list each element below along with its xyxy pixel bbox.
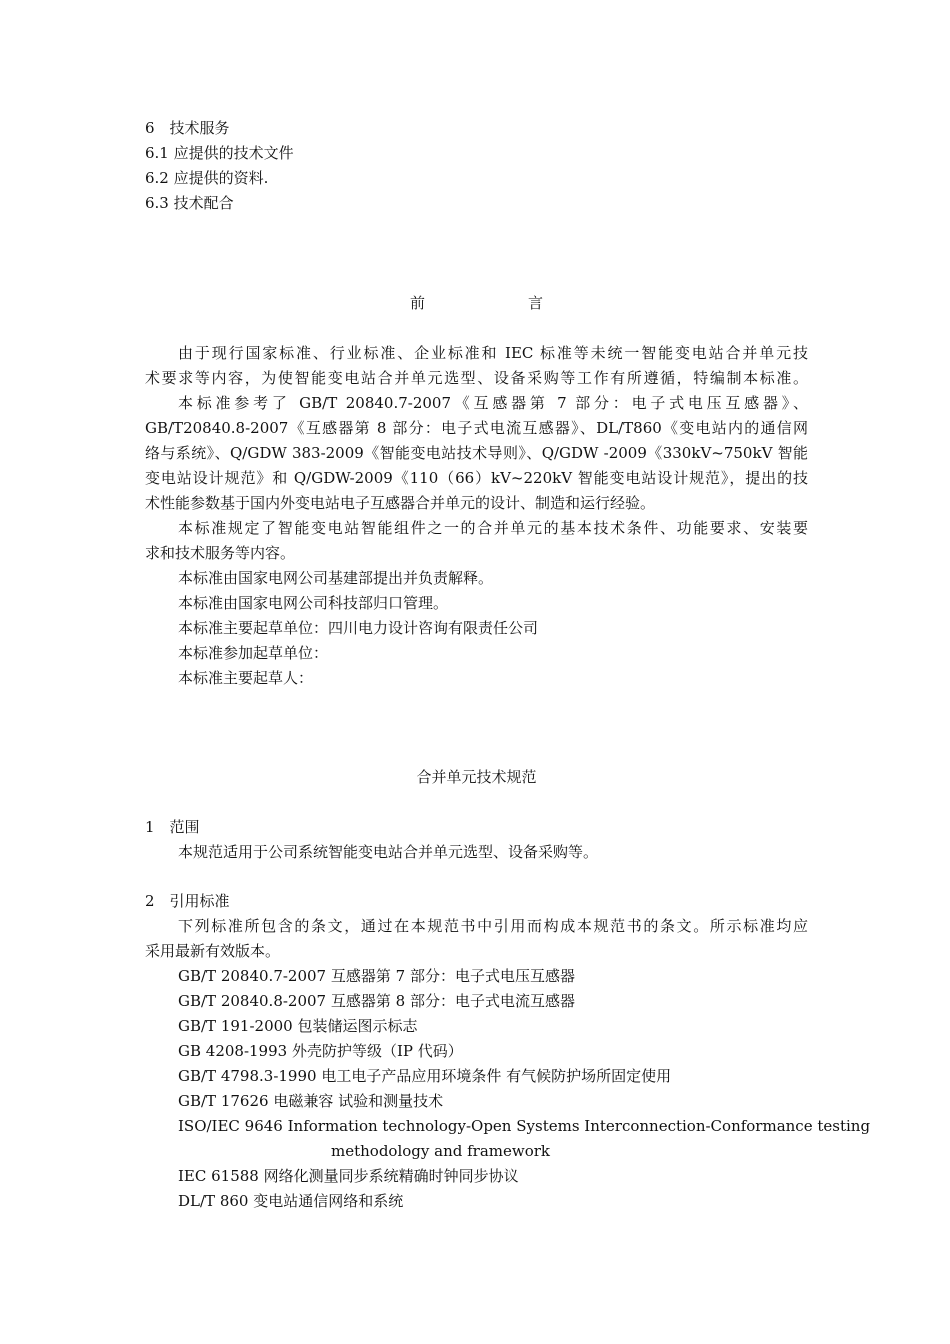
foreword-line: 变电站设计规范》和 Q/GDW-2009《110（66）kV~220kV 智能变电站设计规范》，提出的技: [145, 469, 808, 487]
foreword-line: 术性能参数基于国内外变电站电子互感器合并单元的设计、制造和运行经验。: [145, 494, 656, 512]
foreword-line: 求和技术服务等内容。: [145, 544, 296, 562]
foreword-line: 本标准由国家电网公司基建部提出并负责解释。: [178, 569, 494, 587]
foreword-line: 由于现行国家标准、行业标准、企业标准和 IEC 标准等未统一智能变电站合并单元技: [178, 344, 808, 362]
foreword-line: 本标准参考了 GB/T 20840.7-2007《互感器第 7 部分：电子式电压互感器》、: [178, 394, 808, 412]
reference-item: GB/T 17626 电磁兼容 试验和测量技术: [178, 1092, 444, 1110]
toc-item-6: 6 技术服务: [145, 119, 230, 137]
section-2-heading: 2 引用标准: [145, 892, 230, 910]
spec-title: 合并单元技术规范: [416, 768, 537, 786]
reference-item: IEC 61588 网络化测量同步系统精确时钟同步协议: [178, 1167, 519, 1185]
section-2-text: 下列标准所包含的条文，通过在本规范书中引用而构成本规范书的条文。所示标准均应: [178, 917, 808, 935]
section-2-text: 采用最新有效版本。: [145, 942, 281, 960]
section-1-heading: 1 范围: [145, 818, 200, 836]
reference-item-continuation: methodology and framework: [331, 1142, 550, 1160]
reference-item: GB/T 191-2000 包装储运图示标志: [178, 1017, 418, 1035]
toc-item-6-3: 6.3 技术配合: [145, 194, 234, 212]
foreword-line: 本标准参加起草单位：: [178, 644, 329, 662]
reference-item: GB 4208-1993 外壳防护等级（IP 代码）: [178, 1042, 463, 1060]
foreword-line: GB/T20840.8-2007《互感器第 8 部分：电子式电流互感器》、DL/T860《变电站内的通信网: [145, 419, 808, 437]
foreword-title-left: 前: [410, 294, 426, 312]
foreword-line: 本标准由国家电网公司科技部归口管理。: [178, 594, 449, 612]
section-1-text: 本规范适用于公司系统智能变电站合并单元选型、设备采购等。: [178, 843, 599, 861]
toc-item-6-1: 6.1 应提供的技术文件: [145, 144, 294, 162]
foreword-line: 术要求等内容，为使智能变电站合并单元选型、设备采购等工作有所遵循，特编制本标准。: [145, 369, 808, 387]
reference-item: GB/T 20840.8-2007 互感器第 8 部分：电子式电流互感器: [178, 992, 575, 1010]
reference-item: GB/T 20840.7-2007 互感器第 7 部分：电子式电压互感器: [178, 967, 575, 985]
reference-item: ISO/IEC 9646 Information technology-Open Systems Interconnection-Conformance testing: [178, 1117, 871, 1135]
foreword-title-right: 言: [528, 294, 544, 312]
toc-item-6-2: 6.2 应提供的资料.: [145, 169, 269, 187]
reference-item: DL/T 860 变电站通信网络和系统: [178, 1192, 404, 1210]
foreword-line: 本标准主要起草单位：四川电力设计咨询有限责任公司: [178, 619, 539, 637]
reference-item: GB/T 4798.3-1990 电工电子产品应用环境条件 有气候防护场所固定使用: [178, 1067, 672, 1085]
foreword-line: 络与系统》、Q/GDW 383-2009《智能变电站技术导则》、Q/GDW -2009《330kV~750kV 智能: [145, 444, 808, 462]
foreword-line: 本标准规定了智能变电站智能组件之一的合并单元的基本技术条件、功能要求、安装要: [178, 519, 808, 537]
foreword-line: 本标准主要起草人：: [178, 669, 314, 687]
